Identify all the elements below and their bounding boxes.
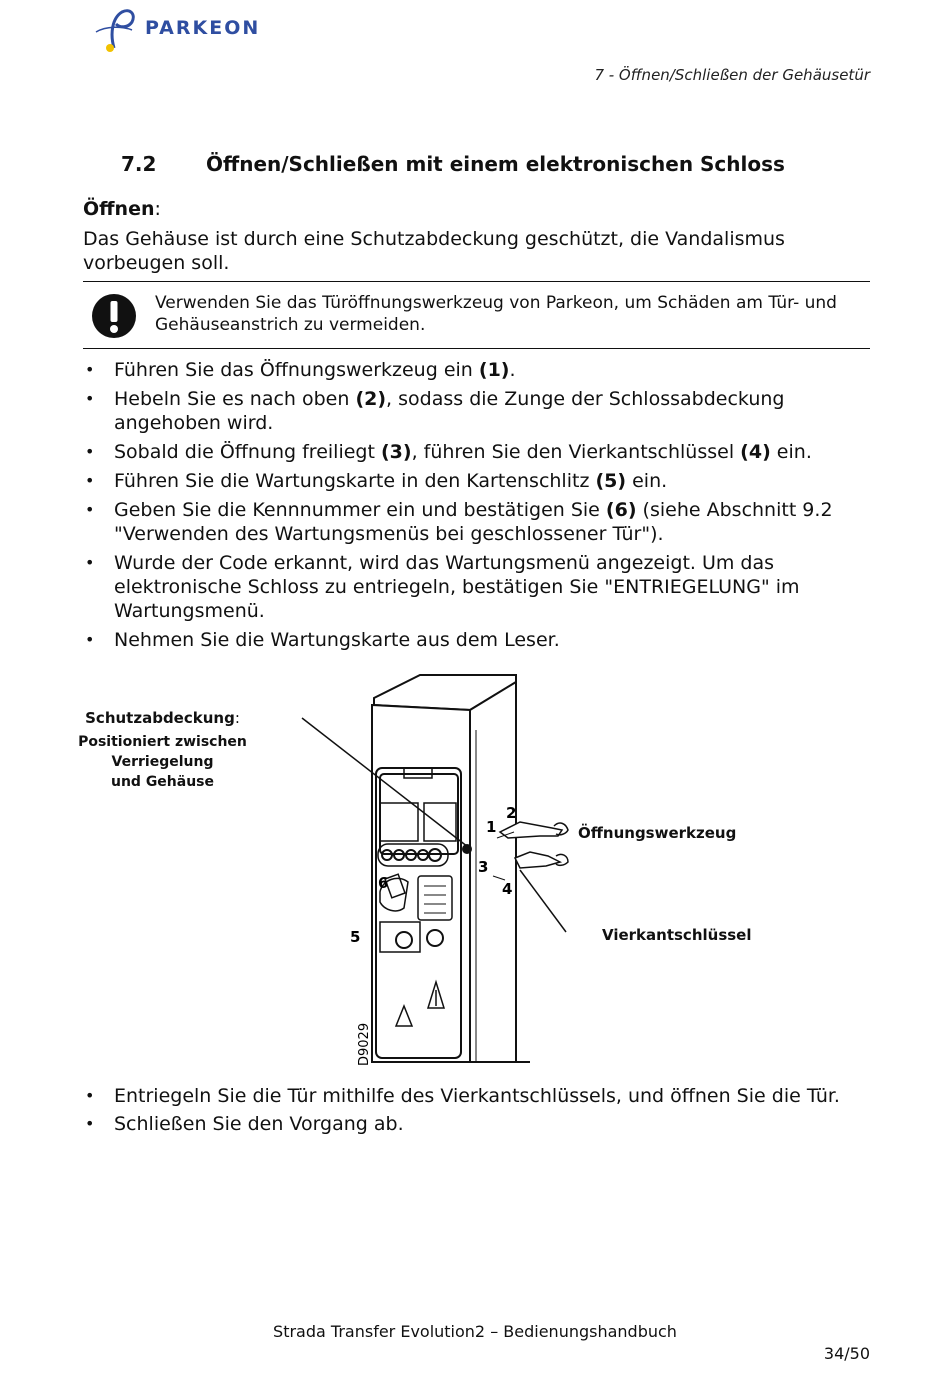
list-item-text: (3) <box>380 441 412 463</box>
callout-cover-line2: und Gehäuse <box>110 774 215 790</box>
list-item-text: , sodass die Zunge der Schlossabdeckung angehoben wird. <box>114 388 785 434</box>
list-item-text: Führen Sie das Öffnungswerkzeug ein <box>114 359 479 381</box>
steps-after-list <box>83 1084 873 1140</box>
callout-cover <box>30 708 295 792</box>
list-item-text: (6) <box>605 499 637 521</box>
list-item-text: Entriegeln Sie die Tür mithilfe des Vierkantschlüssels, und öffnen Sie die Tür. <box>114 1085 840 1107</box>
intro-paragraph: Das Gehäuse ist durch eine Schutzabdeckung geschützt, die Vandalismus vorbeugen soll. <box>83 228 785 274</box>
steps-list <box>83 358 873 657</box>
label-6: 6 <box>378 874 389 892</box>
list-item-text: (2) <box>355 388 387 410</box>
list-item: • Geben Sie die Kennnummer ein und bestätigen Sie (6) (siehe Abschnitt 9.2 "Verwenden des Wartungsmenüs bei geschlossener Tür"). <box>85 499 833 545</box>
exclamation-icon <box>91 293 137 339</box>
list-item-text: Geben Sie die Kennnummer ein und bestätigen Sie <box>114 499 606 521</box>
label-2: 2 <box>506 804 517 822</box>
list-item-text: (siehe Abschnitt 9.2 "Verwenden des Wartungsmenüs bei geschlossener Tür"). <box>114 499 833 545</box>
parkeon-logo-mark <box>92 4 152 56</box>
list-item-text: Wurde der Code erkannt, wird das Wartungsmenü angezeigt. Um das elektronische Schloss zu entriegeln, bestätigen Sie "ENTRIEGELUNG" im Wartungsmenü. <box>114 552 800 622</box>
subheading <box>83 198 161 220</box>
list-item-text: . <box>509 359 516 381</box>
list-item-text: Hebeln Sie es nach oben <box>114 388 356 410</box>
footer-doc-title: Strada Transfer Evolution2 – Bedienungshandbuch <box>273 1322 677 1341</box>
label-1: 1 <box>486 818 497 836</box>
callout-key: Vierkantschlüssel <box>602 926 752 944</box>
subheading-suffix: : <box>154 198 161 220</box>
list-item-text: Schließen Sie den Vorgang ab. <box>114 1113 404 1135</box>
warning-text: Verwenden Sie das Türöffnungswerkzeug von Parkeon, um Schäden am Tür- und Gehäuseanstrich zu vermeiden. <box>155 293 837 335</box>
figure-reference: D9029 <box>357 1022 372 1066</box>
running-title: 7 - Öffnen/Schließen der Gehäusetür <box>594 66 870 84</box>
warning-box <box>83 281 870 349</box>
list-item: • Führen Sie die Wartungskarte in den Kartenschlitz (5) ein. <box>85 470 668 492</box>
callout-cover-heading <box>30 708 295 728</box>
list-item: • Hebeln Sie es nach oben (2), sodass die Zunge der Schlossabdeckung angehoben wird. <box>85 388 785 434</box>
list-item-text: (1) <box>478 359 510 381</box>
list-item-text: ein. <box>626 470 668 492</box>
brand-wordmark: PARKEON <box>145 17 261 39</box>
list-item-text: (4) <box>740 441 771 463</box>
section-number: 7.2 <box>121 152 157 176</box>
section-title: Öffnen/Schließen mit einem elektronischen Schloss <box>206 152 785 176</box>
label-5: 5 <box>350 928 361 946</box>
callout-cover-line1: Positioniert zwischen Verriegelung <box>78 734 247 770</box>
list-item: • Sobald die Öffnung freiliegt (3), führen Sie den Vierkantschlüssel (4) ein. <box>85 441 812 463</box>
list-item-text: ein. <box>770 441 812 463</box>
callout-cover-colon: : <box>234 709 240 727</box>
list-item-text: Führen Sie die Wartungskarte in den Kartenschlitz <box>114 470 596 492</box>
list-item: • Wurde der Code erkannt, wird das Wartungsmenü angezeigt. Um das elektronische Schloss zu entriegeln, bestätigen Sie "ENTRIEGELUNG" im Wartungsmenü. <box>85 552 800 622</box>
label-4: 4 <box>502 880 513 898</box>
list-item-text: (5) <box>595 470 627 492</box>
list-item: • Führen Sie das Öffnungswerkzeug ein (1). <box>85 359 516 381</box>
callout-cover-title: Schutzabdeckung <box>85 709 235 727</box>
list-item: • Schließen Sie den Vorgang ab. <box>85 1113 404 1135</box>
list-item-text: Sobald die Öffnung freiliegt <box>114 441 381 463</box>
label-3: 3 <box>478 858 489 876</box>
list-item: • Nehmen Sie die Wartungskarte aus dem Leser. <box>85 629 560 651</box>
list-item: • Entriegeln Sie die Tür mithilfe des Vierkantschlüssels, und öffnen Sie die Tür. <box>85 1085 840 1107</box>
parkeon-logo <box>92 4 282 56</box>
figure <box>0 670 950 1080</box>
callout-tool: Öffnungswerkzeug <box>578 824 737 842</box>
page-number: 34/50 <box>823 1344 870 1363</box>
subheading-label: Öffnen <box>83 198 155 220</box>
list-item-text: Nehmen Sie die Wartungskarte aus dem Leser. <box>114 629 560 651</box>
list-item-text: , führen Sie den Vierkantschlüssel <box>411 441 741 463</box>
